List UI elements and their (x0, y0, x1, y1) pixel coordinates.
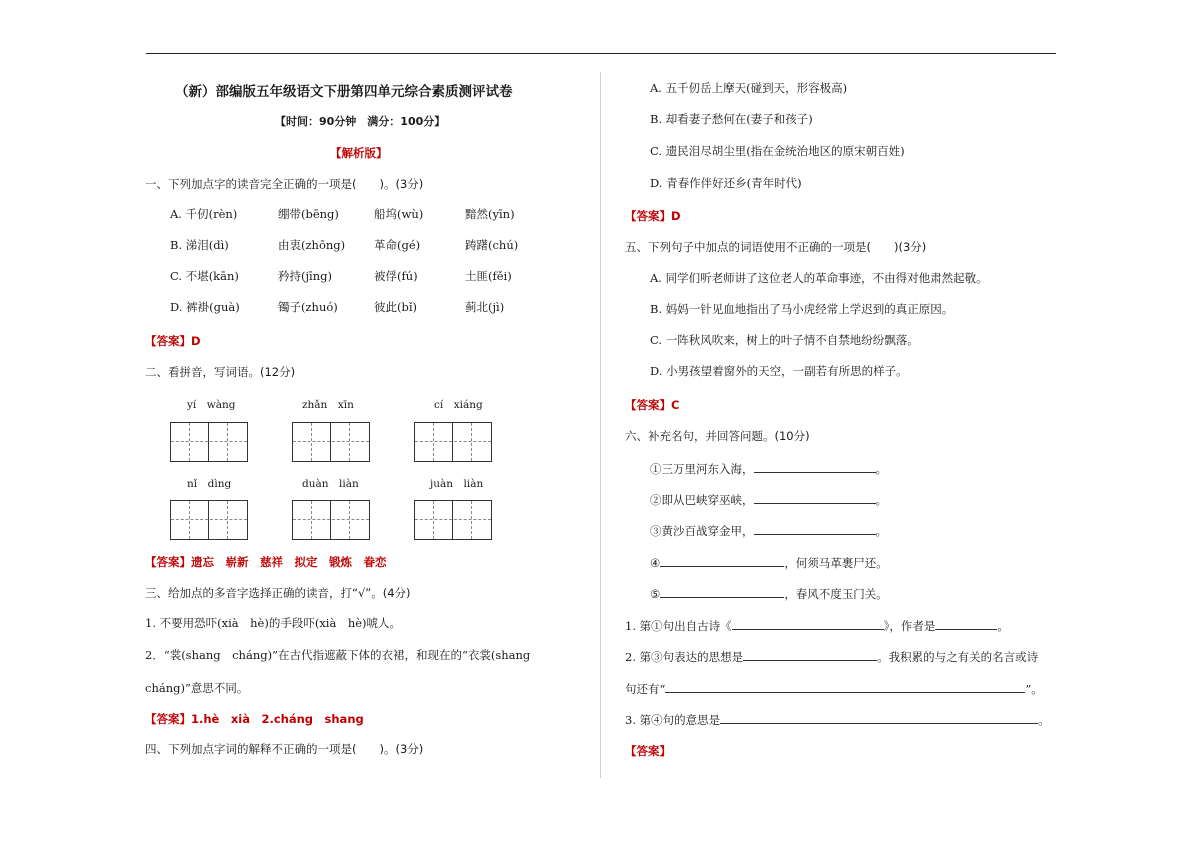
q5-option-b: B. 妈妈一针见血地指出了马小虎经常上学迟到的真正原因。 (650, 302, 954, 316)
sub2-text-c: 句还有“ (625, 682, 666, 696)
q2-pinyin-3: cí xiáng (434, 399, 483, 411)
sub1-text-b: 》，作者是 (883, 619, 936, 633)
q1-d-2: 镯子(zhuó) (278, 300, 338, 314)
q5-option-c: C. 一阵秋风吹来，树上的叶子情不自禁地纷纷飘落。 (650, 333, 919, 347)
q1-c-2: 矜持(jīng) (278, 269, 332, 283)
fill-suffix: 。 (875, 462, 887, 476)
q3-line-2: 2．“裳(shang cháng)”在古代指遮蔽下体的衣裙，和现在的“衣裳(shang (145, 648, 531, 662)
sub3-text-b: 。 (1038, 713, 1050, 727)
sub2-text-a: 2. 第③句表达的思想是 (625, 650, 744, 664)
q2-answer: 【答案】遗忘 崭新 慈祥 拟定 锻炼 眷恋 (145, 555, 387, 569)
q1-answer: 【答案】D (145, 334, 201, 348)
blank-line[interactable] (720, 711, 1038, 724)
fill-prefix: ②即从巴峡穿巫峡， (650, 493, 754, 507)
writing-grid[interactable] (292, 500, 370, 540)
blank-line[interactable] (732, 617, 884, 630)
q6-fill-3 (650, 522, 887, 539)
sub2-text-b: 。我积累的与之有关的名言或诗 (877, 650, 1039, 664)
page-title: （新）部编版五年级语文下册第四单元综合素质测评试卷 (175, 84, 513, 100)
q2-pinyin-6: juàn liàn (430, 478, 484, 490)
header-rule (146, 53, 1056, 54)
q6-sub-2 (625, 648, 1038, 665)
q1-c-1: C. 不堪(kān) (170, 269, 239, 283)
q1-a-4: 黯然(yīn) (465, 207, 515, 221)
sub1-text-c: 。 (997, 619, 1009, 633)
q4-answer: 【答案】D (625, 209, 681, 223)
q1-d-3: 彼此(bǐ) (374, 300, 418, 314)
q5-option-a: A. 同学们听老师讲了这位老人的革命事迹，不由得对他肃然起敬。 (650, 271, 988, 285)
fill-suffix: ，何须马革裹尸还。 (784, 556, 888, 570)
fill-prefix: ①三万里河东入海， (650, 462, 754, 476)
writing-grid[interactable] (170, 500, 248, 540)
q1-a-1: A. 千仞(rèn) (170, 207, 238, 221)
q1-b-3: 革命(gé) (374, 238, 421, 252)
q1-c-4: 土匪(fěi) (465, 269, 512, 283)
q6-sub-3 (625, 711, 1050, 728)
blank-line[interactable] (754, 491, 876, 504)
q5-option-d: D. 小男孩望着窗外的天空，一副若有所思的样子。 (650, 364, 908, 378)
q1-b-4: 踌躇(chú) (465, 238, 519, 252)
q4-heading: 四、下列加点字词的解释不正确的一项是( )。(3分) (145, 742, 424, 756)
sub2-text-d: ”。 (1025, 682, 1043, 696)
q1-d-4: 蓟北(jì) (465, 300, 505, 314)
blank-line[interactable] (754, 460, 876, 473)
q4-option-b: B. 却看妻子愁何在(妻子和孩子) (650, 112, 813, 126)
q1-c-3: 被俘(fú) (374, 269, 418, 283)
q6-fill-5 (650, 585, 888, 602)
fill-prefix: ③黄沙百战穿金甲， (650, 524, 754, 538)
q1-b-1: B. 涕泪(dì) (170, 238, 229, 252)
fill-suffix: 。 (875, 524, 887, 538)
blank-line[interactable] (935, 617, 997, 630)
q5-heading: 五、下列句子中加点的词语使用不正确的一项是( )(3分) (625, 240, 927, 254)
column-divider (600, 72, 601, 778)
q2-pinyin-1: yí wàng (187, 399, 236, 411)
q3-heading: 三、给加点的多音字选择正确的读音，打“√”。(4分) (145, 586, 411, 600)
q1-b-2: 由衷(zhōng) (278, 238, 346, 252)
blank-line[interactable] (660, 585, 784, 598)
fill-prefix: ⑤ (650, 587, 661, 601)
q6-fill-4 (650, 554, 888, 571)
fill-suffix: 。 (875, 493, 887, 507)
q2-pinyin-2: zhǎn xīn (302, 399, 354, 411)
q6-sub-2-cont (625, 680, 1043, 697)
q3-line-3: cháng)”意思不同。 (145, 681, 249, 695)
q6-heading: 六、补充名句，并回答问题。(10分) (625, 429, 810, 443)
blank-line[interactable] (743, 648, 877, 661)
blank-line[interactable] (754, 522, 876, 535)
q6-fill-2 (650, 491, 887, 508)
q1-d-1: D. 裤褂(guà) (170, 300, 240, 314)
q6-answer: 【答案】 (625, 744, 671, 758)
fill-suffix: ，春风不度玉门关。 (784, 587, 888, 601)
q5-answer: 【答案】C (625, 398, 680, 412)
writing-grid[interactable] (414, 422, 492, 462)
blank-line[interactable] (665, 680, 1025, 693)
sub1-text-a: 1. 第①句出自古诗《 (625, 619, 732, 633)
writing-grid[interactable] (292, 422, 370, 462)
q4-option-a: A. 五千仞岳上摩天(碰到天，形容极高) (650, 81, 848, 95)
q2-pinyin-5: duàn liàn (302, 478, 359, 490)
q2-heading: 二、看拼音，写词语。(12分) (145, 365, 296, 379)
q2-pinyin-4: nǐ dìng (187, 478, 232, 490)
q6-sub-1 (625, 617, 1009, 634)
writing-grid[interactable] (414, 500, 492, 540)
q4-option-c: C. 遗民泪尽胡尘里(指在金统治地区的原宋朝百姓) (650, 144, 905, 158)
fill-prefix: ④ (650, 556, 661, 570)
q4-option-d: D. 青春作伴好还乡(青年时代) (650, 176, 802, 190)
time-info: 【时间：90分钟 满分：100分】 (275, 115, 446, 128)
blank-line[interactable] (660, 554, 784, 567)
q6-fill-1 (650, 460, 887, 477)
q3-line-1: 1. 不要用恐吓(xià hè)的手段吓(xià hè)唬人。 (145, 616, 402, 630)
sub3-text-a: 3. 第④句的意思是 (625, 713, 721, 727)
edition-label: 【解析版】 (330, 146, 388, 160)
q1-heading: 一、下列加点字的读音完全正确的一项是( )。(3分) (145, 177, 424, 191)
q3-answer: 【答案】1.hè xià 2.cháng shang (145, 712, 364, 726)
q1-a-3: 船坞(wù) (374, 207, 424, 221)
writing-grid[interactable] (170, 422, 248, 462)
q1-a-2: 绷带(bēng) (278, 207, 339, 221)
